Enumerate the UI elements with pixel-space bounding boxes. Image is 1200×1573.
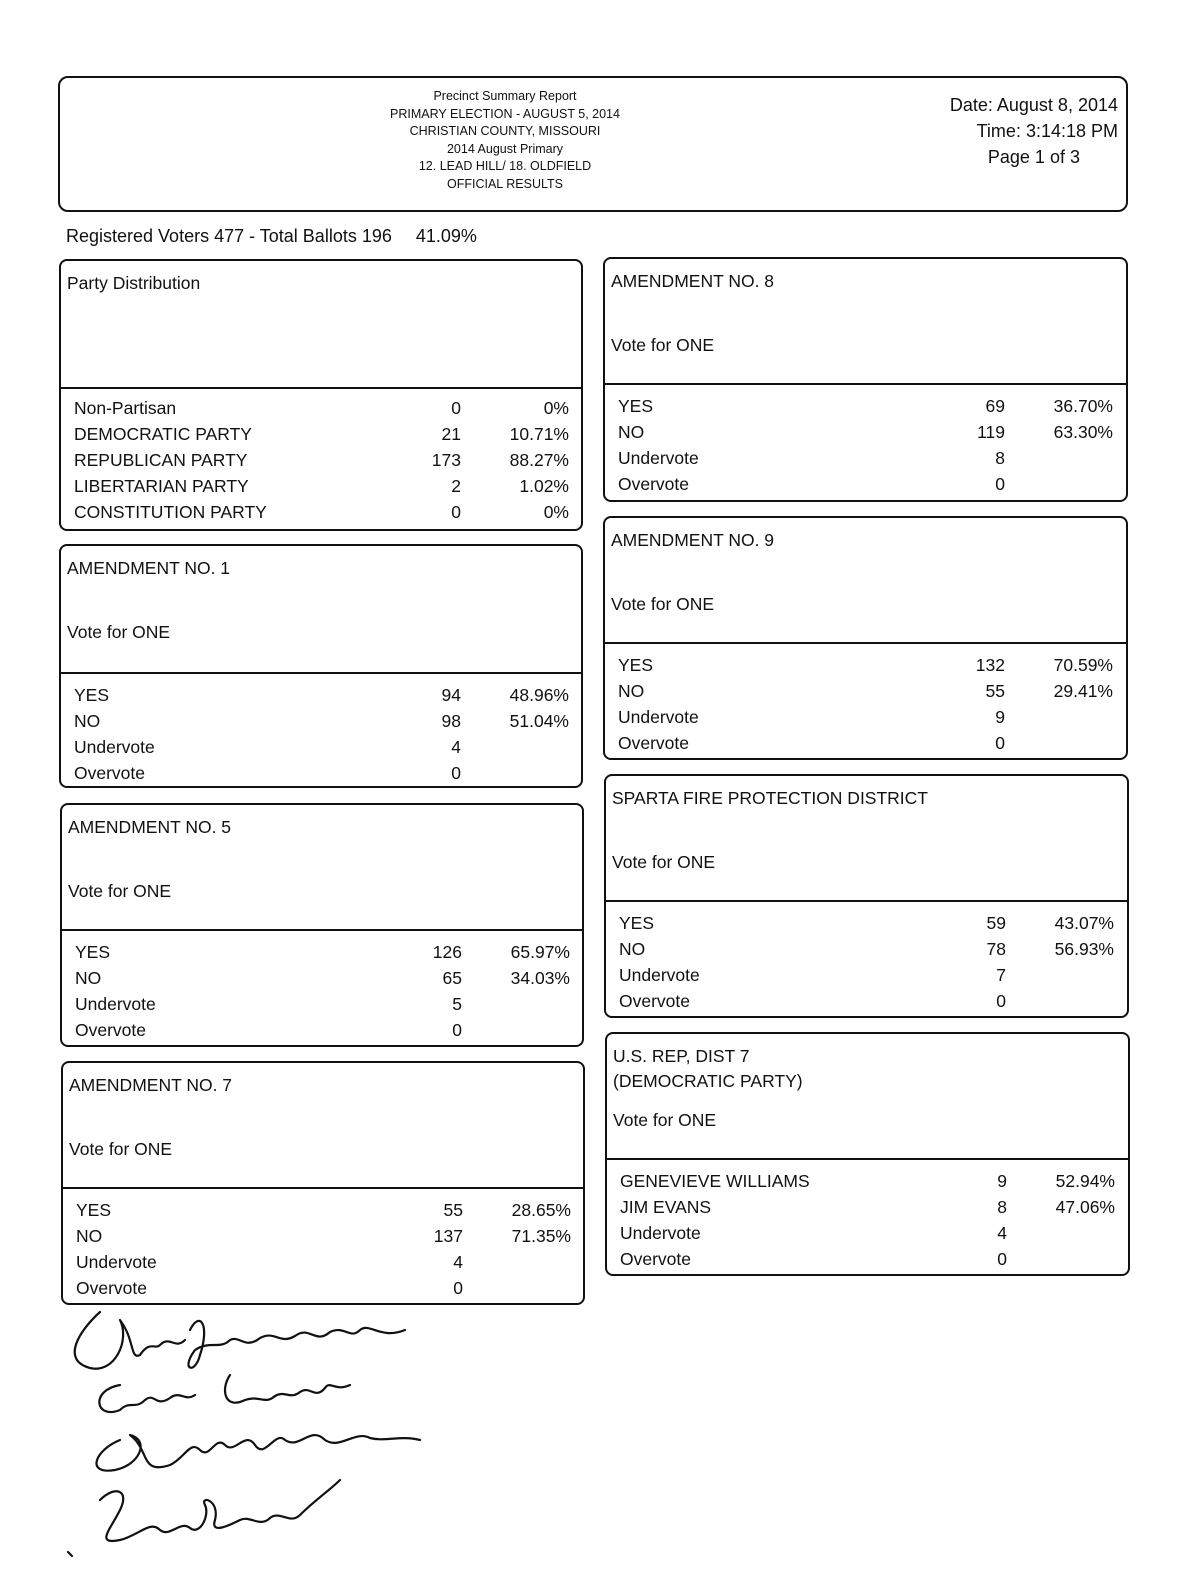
vote-for-label: Vote for ONE xyxy=(612,852,716,872)
contest-title: AMENDMENT NO. 5 xyxy=(68,817,232,837)
report-meta xyxy=(950,92,1118,170)
row-label: Overvote xyxy=(76,1278,147,1298)
amendment-8-box xyxy=(603,257,1128,502)
table-row xyxy=(62,991,582,1017)
result-rows xyxy=(605,644,1126,756)
row-label: Non-Partisan xyxy=(74,398,177,418)
row-label: Overvote xyxy=(74,763,145,783)
row-label: Undervote xyxy=(620,1223,701,1243)
report-title: Precinct Summary Report xyxy=(433,89,577,103)
result-rows xyxy=(62,931,582,1043)
table-row xyxy=(62,939,582,965)
row-label: YES xyxy=(619,913,655,933)
row-count: 7 xyxy=(996,965,1006,985)
row-label: LIBERTARIAN PARTY xyxy=(74,476,249,496)
row-count: 65 xyxy=(442,968,462,988)
row-count: 55 xyxy=(985,681,1005,701)
row-label: NO xyxy=(75,968,102,988)
row-label: Undervote xyxy=(618,448,699,468)
row-count: 0 xyxy=(996,991,1006,1011)
turnout-summary xyxy=(66,226,477,247)
row-count: 78 xyxy=(986,939,1006,959)
vote-for-label: Vote for ONE xyxy=(67,622,171,642)
row-count: 0 xyxy=(452,1020,462,1040)
row-label: Overvote xyxy=(619,991,690,1011)
table-row xyxy=(605,393,1126,419)
row-count: 137 xyxy=(433,1226,463,1246)
row-count: 98 xyxy=(441,711,461,731)
row-percent: 10.71% xyxy=(509,424,569,444)
row-count: 0 xyxy=(995,733,1005,753)
row-count: 4 xyxy=(451,737,461,757)
row-percent: 88.27% xyxy=(509,450,569,470)
table-row xyxy=(607,1220,1128,1246)
row-count: 0 xyxy=(451,763,461,783)
row-label: NO xyxy=(619,939,646,959)
us-rep-dist-7-box xyxy=(605,1032,1130,1276)
table-row xyxy=(62,965,582,991)
amendment-9-box xyxy=(603,516,1128,760)
row-label: Undervote xyxy=(75,994,156,1014)
row-percent: 0% xyxy=(543,398,569,418)
result-rows xyxy=(61,674,581,786)
row-percent: 34.03% xyxy=(510,968,570,988)
row-percent: 28.65% xyxy=(511,1200,571,1220)
result-rows xyxy=(63,1189,583,1301)
row-label: CONSTITUTION PARTY xyxy=(74,502,267,522)
result-rows xyxy=(606,902,1127,1014)
row-count: 8 xyxy=(997,1197,1007,1217)
vote-for-label: Vote for ONE xyxy=(611,335,715,355)
vote-for-label: Vote for ONE xyxy=(611,594,715,614)
row-count: 132 xyxy=(975,655,1005,675)
result-rows xyxy=(605,385,1126,497)
row-label: DEMOCRATIC PARTY xyxy=(74,424,252,444)
signatures-image xyxy=(60,1300,460,1570)
report-header xyxy=(58,76,1128,212)
row-count: 173 xyxy=(431,450,461,470)
row-label: YES xyxy=(74,685,110,705)
table-row xyxy=(605,652,1126,678)
row-count: 4 xyxy=(453,1252,463,1272)
result-rows xyxy=(607,1160,1128,1272)
contest-title: Party Distribution xyxy=(67,273,201,293)
signature-4 xyxy=(100,1480,340,1541)
table-row xyxy=(61,760,581,786)
row-count: 9 xyxy=(997,1171,1007,1191)
row-label: Undervote xyxy=(618,707,699,727)
report-time: Time: 3:14:18 PM xyxy=(976,121,1118,141)
county-name: CHRISTIAN COUNTY, MISSOURI xyxy=(409,124,601,138)
table-row xyxy=(63,1275,583,1301)
table-row xyxy=(606,910,1127,936)
sparta-fire-box xyxy=(604,774,1129,1018)
row-percent: 71.35% xyxy=(511,1226,571,1246)
turnout-percent: 41.09% xyxy=(415,226,477,246)
table-row xyxy=(606,936,1127,962)
row-count: 59 xyxy=(986,913,1006,933)
vote-for-label: Vote for ONE xyxy=(68,881,172,901)
results-status: OFFICIAL RESULTS xyxy=(447,176,563,191)
table-row xyxy=(61,682,581,708)
row-count: 0 xyxy=(995,474,1005,494)
page-number: Page 1 of 3 xyxy=(987,147,1080,167)
row-label: NO xyxy=(618,681,645,701)
row-count: 21 xyxy=(441,424,461,444)
contest-title: SPARTA FIRE PROTECTION DISTRICT xyxy=(612,788,928,808)
row-label: YES xyxy=(618,396,654,416)
row-percent: 52.94% xyxy=(1055,1171,1115,1191)
table-row xyxy=(607,1168,1128,1194)
row-percent: 1.02% xyxy=(519,476,569,496)
row-label: NO xyxy=(74,711,101,731)
table-row xyxy=(61,395,581,421)
table-row xyxy=(606,962,1127,988)
amendment-1-box xyxy=(59,544,583,788)
vote-for-label: Vote for ONE xyxy=(69,1139,173,1159)
row-count: 0 xyxy=(451,398,461,418)
row-label: Undervote xyxy=(619,965,700,985)
table-row xyxy=(61,499,581,525)
row-count: 9 xyxy=(995,707,1005,727)
contest-title-line2: (DEMOCRATIC PARTY) xyxy=(613,1071,803,1091)
row-count: 4 xyxy=(997,1223,1007,1243)
table-row xyxy=(63,1197,583,1223)
election-name: PRIMARY ELECTION - AUGUST 5, 2014 xyxy=(390,106,620,121)
row-percent: 0% xyxy=(543,502,569,522)
signature-2 xyxy=(99,1375,350,1412)
table-row xyxy=(605,704,1126,730)
table-row xyxy=(61,447,581,473)
row-label: Undervote xyxy=(74,737,155,757)
row-label: NO xyxy=(618,422,645,442)
report-title-block xyxy=(60,88,950,193)
result-rows xyxy=(61,389,581,525)
row-percent: 65.97% xyxy=(510,942,570,962)
row-count: 94 xyxy=(441,685,461,705)
row-label: Overvote xyxy=(618,733,689,753)
table-row xyxy=(606,988,1127,1014)
table-row xyxy=(607,1246,1128,1272)
signature-1 xyxy=(75,1312,405,1369)
contest-title: AMENDMENT NO. 1 xyxy=(67,558,231,578)
row-label: REPUBLICAN PARTY xyxy=(74,450,248,470)
row-percent: 36.70% xyxy=(1053,396,1113,416)
report-date: Date: August 8, 2014 xyxy=(949,95,1118,115)
row-count: 0 xyxy=(451,502,461,522)
table-row xyxy=(61,708,581,734)
row-count: 0 xyxy=(453,1278,463,1298)
row-percent: 51.04% xyxy=(509,711,569,731)
table-row xyxy=(605,678,1126,704)
table-row xyxy=(605,445,1126,471)
table-row xyxy=(61,421,581,447)
table-row xyxy=(605,471,1126,497)
row-count: 55 xyxy=(443,1200,463,1220)
contest-title: AMENDMENT NO. 9 xyxy=(611,530,775,550)
row-count: 126 xyxy=(432,942,462,962)
turnout-text: Registered Voters 477 - Total Ballots 196 xyxy=(66,226,392,246)
row-label: GENEVIEVE WILLIAMS xyxy=(620,1171,810,1191)
row-count: 119 xyxy=(977,422,1005,442)
row-label: YES xyxy=(76,1200,112,1220)
table-row xyxy=(63,1223,583,1249)
contest-title-line1: U.S. REP, DIST 7 xyxy=(613,1046,750,1066)
table-row xyxy=(61,473,581,499)
row-label: Undervote xyxy=(76,1252,157,1272)
row-percent: 29.41% xyxy=(1053,681,1113,701)
row-count: 0 xyxy=(997,1249,1007,1269)
table-row xyxy=(605,730,1126,756)
row-label: YES xyxy=(618,655,654,675)
row-count: 2 xyxy=(451,476,461,496)
contest-title: AMENDMENT NO. 8 xyxy=(611,271,775,291)
amendment-7-box xyxy=(61,1061,585,1305)
row-label: NO xyxy=(76,1226,103,1246)
precinct-name: 12. LEAD HILL/ 18. OLDFIELD xyxy=(418,159,592,173)
table-row xyxy=(61,734,581,760)
row-count: 8 xyxy=(995,448,1005,468)
row-count: 5 xyxy=(452,994,462,1014)
contest-title xyxy=(613,1044,803,1094)
table-row xyxy=(607,1194,1128,1220)
row-label: Overvote xyxy=(618,474,689,494)
vote-for-label: Vote for ONE xyxy=(613,1110,717,1130)
row-count: 69 xyxy=(985,396,1005,416)
row-percent: 48.96% xyxy=(509,685,569,705)
signature-3 xyxy=(96,1435,420,1471)
table-row xyxy=(63,1249,583,1275)
row-label: JIM EVANS xyxy=(620,1197,712,1217)
row-percent: 56.93% xyxy=(1054,939,1114,959)
contest-title: AMENDMENT NO. 7 xyxy=(69,1075,233,1095)
table-row xyxy=(605,419,1126,445)
row-percent: 70.59% xyxy=(1053,655,1113,675)
row-percent: 63.30% xyxy=(1053,422,1113,442)
row-percent: 43.07% xyxy=(1054,913,1114,933)
row-percent: 47.06% xyxy=(1055,1197,1115,1217)
row-label: Overvote xyxy=(75,1020,146,1040)
row-label: Overvote xyxy=(620,1249,691,1269)
amendment-5-box xyxy=(60,803,584,1047)
table-row xyxy=(62,1017,582,1043)
party-distribution-box xyxy=(59,259,583,531)
row-label: YES xyxy=(75,942,111,962)
election-label: 2014 August Primary xyxy=(446,141,564,156)
